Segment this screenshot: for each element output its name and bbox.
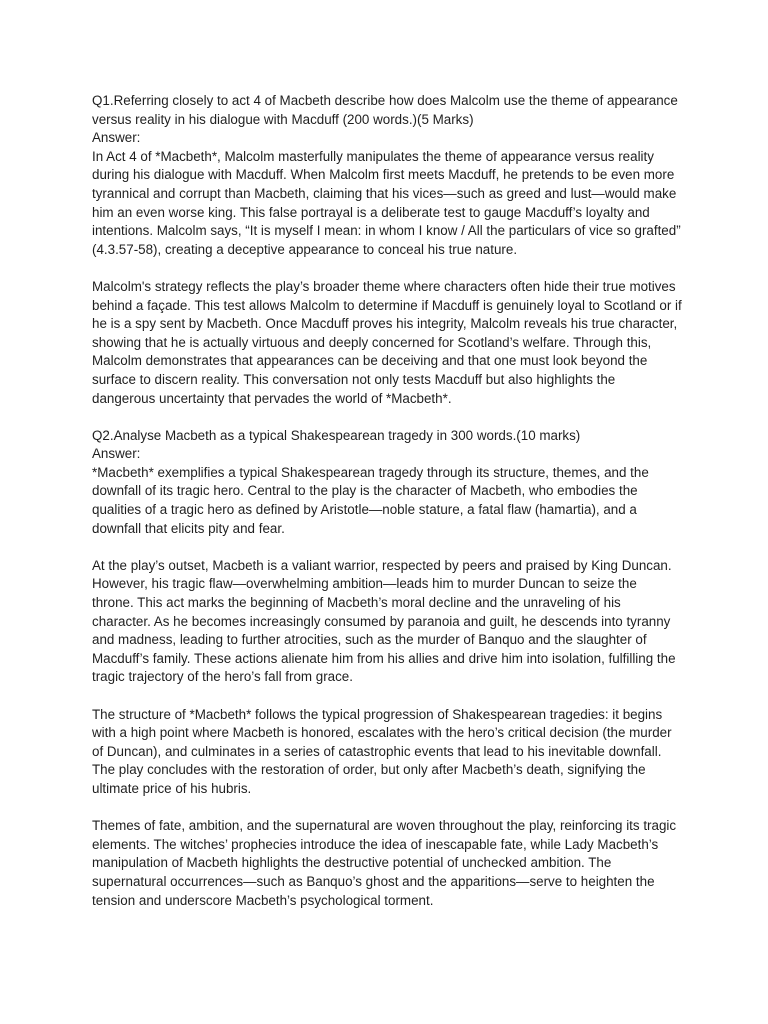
paragraph-gap bbox=[92, 259, 682, 278]
q2-question: Q2.Analyse Macbeth as a typical Shakespearean tragedy in 300 words.(10 marks) bbox=[92, 427, 581, 443]
paragraph-gap bbox=[92, 538, 682, 557]
paragraph-gap bbox=[92, 687, 682, 706]
q1-paragraph-2: Malcolm's strategy reflects the play’s broader theme where characters often hide their true motives behind a façade. This test allows Malcolm to determine if Macduff is genuinely loyal to Scotland or if he is a spy sent by Macbeth. Once Macduff proves his integrity, Malcolm reveals his true character, showing that he is actually virtuous and deeply concerned for Scotland’s welfare. Through this, Malcolm demonstrates that appearances can be deceiving and that one must look beyond the surface to discern reality. This conversation not only tests Macduff but also highlights the dangerous uncertainty that pervades the world of *Macbeth*. bbox=[92, 278, 682, 406]
q1-answer-label: Answer: bbox=[92, 130, 141, 146]
q2-paragraph-3: The structure of *Macbeth* follows the typical progression of Shakespearean tragedies: it begins with a high point where Macbeth is honored, escalates with the hero’s critical decision (the murder of Duncan), and culminates in a series of catastrophic events that lead to his inevitable downfall. The play concludes with the restoration of order, but only after Macbeth’s death, signifying the ultimate price of his hubris. bbox=[92, 706, 672, 796]
q2-answer-label: Answer: bbox=[92, 446, 141, 462]
q1-question: Q1.Referring closely to act 4 of Macbeth describe how does Malcolm use the theme of appearance versus reality in his dialogue with Macduff (200 words.)(5 Marks) bbox=[92, 93, 678, 127]
q2-paragraph-4: Themes of fate, ambition, and the supernatural are woven throughout the play, reinforcing its tragic elements. The witches’ prophecies introduce the idea of inescapable fate, while Lady Macbeth’s manipulation of Macbeth highlights the destructive potential of unchecked ambition. The supernatural occurrences—such as Banquo’s ghost and the apparitions—serve to heighten the tension and underscore Macbeth’s psychological torment. bbox=[92, 818, 677, 908]
q2-paragraph-1: *Macbeth* exemplifies a typical Shakespearean tragedy through its structure, themes, and the downfall of its tragic hero. Central to the play is the character of Macbeth, who embodies the qualities of a tragic hero as defined by Aristotle—noble stature, a fatal flaw (hamartia), and a downfall that elicits pity and fear. bbox=[92, 464, 649, 536]
q1-paragraph-1: In Act 4 of *Macbeth*, Malcolm masterfully manipulates the theme of appearance versus reality during his dialogue with Macduff. When Malcolm first meets Macduff, he pretends to be even more tyrannical and corrupt than Macbeth, claiming that his vices—such as greed and lust—would make him an even worse king. This false portrayal is a deliberate test to gauge Macduff’s loyalty and intentions. Malcolm says, “It is myself I mean: in whom I know / All the particulars of vice so grafted” (4.3.57-58), creating a deceptive appearance to conceal his true nature. bbox=[92, 148, 681, 257]
q2-paragraph-2: At the play’s outset, Macbeth is a valiant warrior, respected by peers and praised by King Duncan. However, his tragic flaw—overwhelming ambition—leads him to murder Duncan to seize the throne. This act marks the beginning of Macbeth’s moral decline and the unraveling of his character. As he becomes increasingly consumed by paranoia and guilt, he descends into tyranny and madness, leading to further atrocities, such as the murder of Banquo and the slaughter of Macduff’s family. These actions alienate him from his allies and drive him into isolation, fulfilling the tragic trajectory of the hero’s fall from grace. bbox=[92, 557, 676, 685]
paragraph-gap bbox=[92, 408, 682, 427]
document-page bbox=[92, 92, 682, 910]
paragraph-gap bbox=[92, 799, 682, 818]
